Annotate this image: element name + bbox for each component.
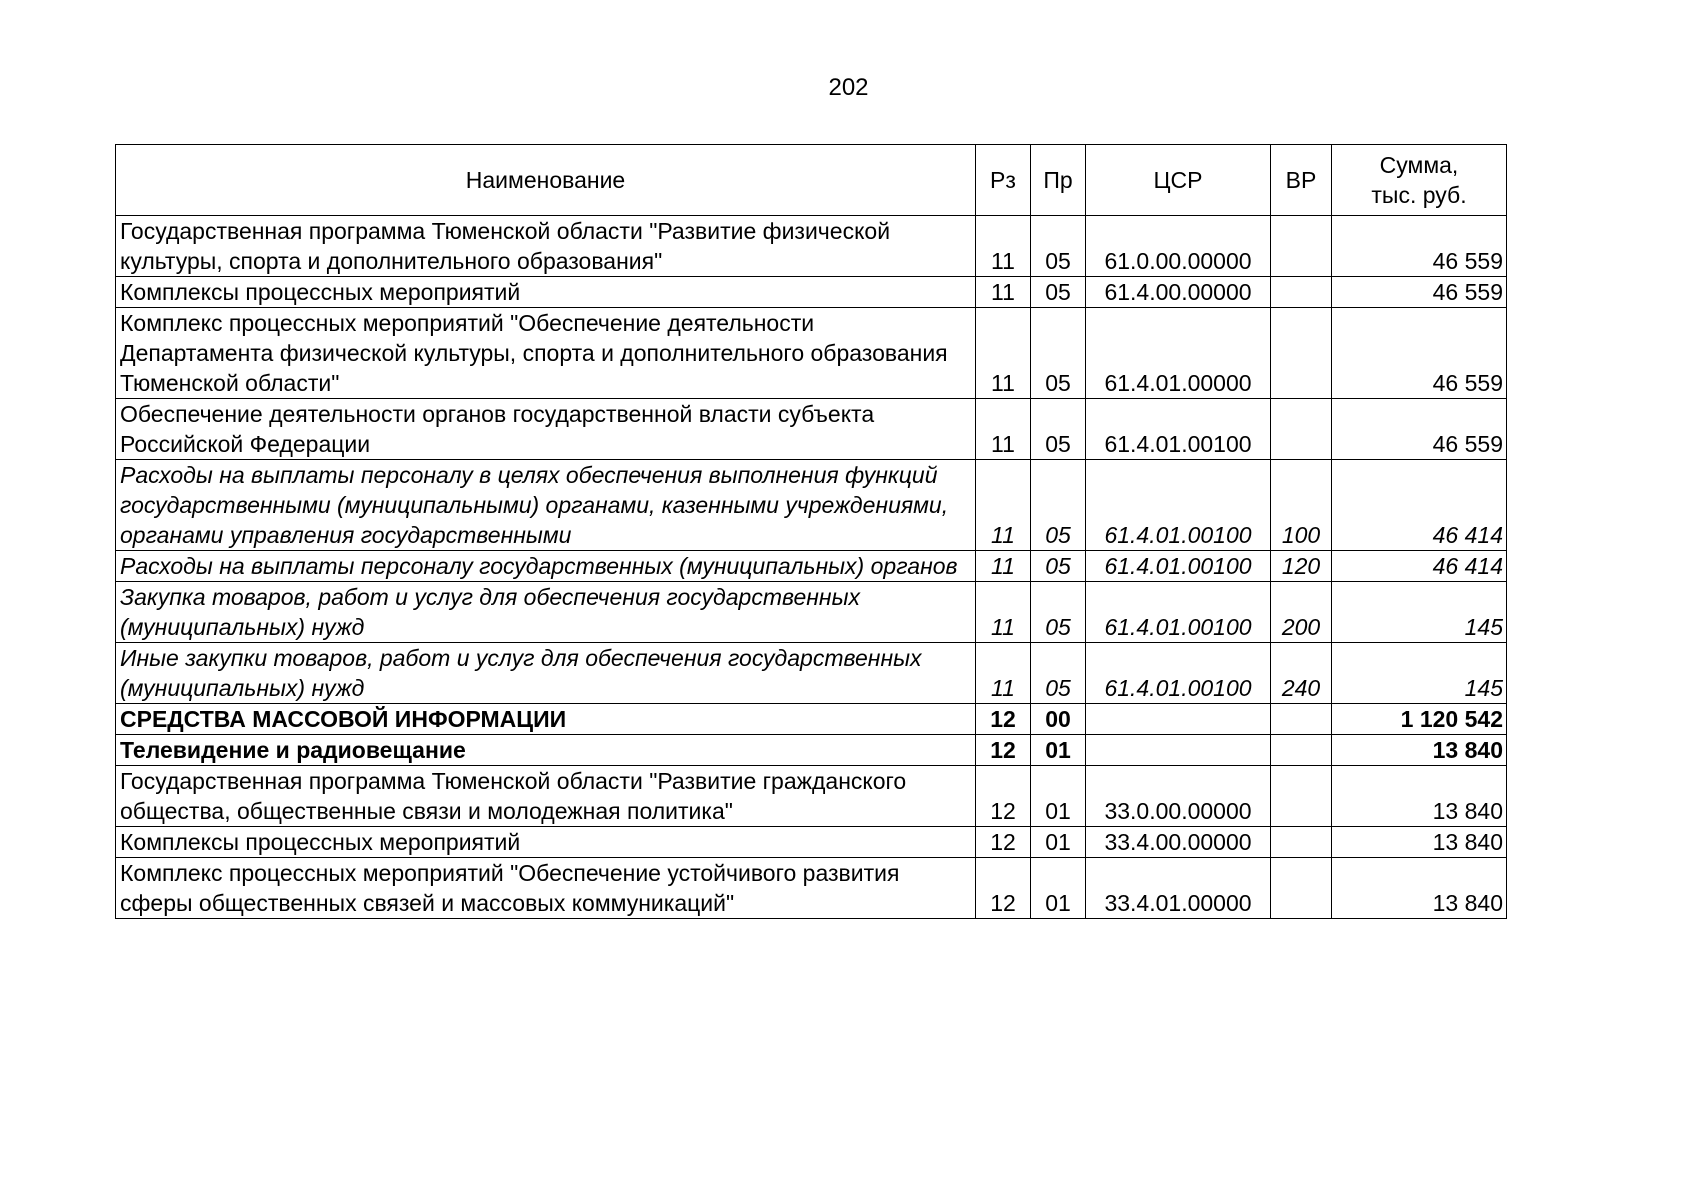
cell-rz: 12: [976, 766, 1031, 827]
table-body: [116, 216, 1507, 919]
table-row: [116, 704, 1507, 735]
cell-name: Телевидение и радиовещание: [116, 735, 976, 766]
header-csr: ЦСР: [1086, 145, 1271, 216]
cell-pr: 01: [1031, 766, 1086, 827]
cell-csr: 33.0.00.00000: [1086, 766, 1271, 827]
cell-sum: 46 559: [1332, 399, 1507, 460]
cell-sum: 13 840: [1332, 735, 1507, 766]
cell-pr: 01: [1031, 827, 1086, 858]
cell-vr: 240: [1271, 643, 1332, 704]
cell-sum: 46 414: [1332, 460, 1507, 551]
cell-rz: 12: [976, 735, 1031, 766]
cell-csr: 61.4.01.00000: [1086, 308, 1271, 399]
cell-pr: 05: [1031, 643, 1086, 704]
cell-rz: 11: [976, 277, 1031, 308]
cell-name: Комплексы процессных мероприятий: [116, 277, 976, 308]
cell-vr: [1271, 399, 1332, 460]
table-row: [116, 827, 1507, 858]
cell-csr: 61.4.00.00000: [1086, 277, 1271, 308]
cell-csr: 61.4.01.00100: [1086, 460, 1271, 551]
cell-vr: [1271, 277, 1332, 308]
table-row: [116, 643, 1507, 704]
cell-name: Расходы на выплаты персоналу в целях обеспечения выполнения функций государственными (муниципальными) органами, казенными учреждениями, органами управления государственными: [116, 460, 976, 551]
cell-sum: 46 559: [1332, 308, 1507, 399]
cell-csr: 33.4.00.00000: [1086, 827, 1271, 858]
cell-pr: 05: [1031, 399, 1086, 460]
cell-sum: 145: [1332, 582, 1507, 643]
cell-rz: 11: [976, 399, 1031, 460]
cell-pr: 05: [1031, 551, 1086, 582]
cell-name: Комплекс процессных мероприятий "Обеспечение деятельности Департамента физической культуры, спорта и дополнительного образования Тюменской области": [116, 308, 976, 399]
cell-rz: 11: [976, 308, 1031, 399]
cell-pr: 01: [1031, 858, 1086, 919]
table-row: [116, 582, 1507, 643]
table-header-row: [116, 145, 1507, 216]
header-sum-line1: Сумма,: [1379, 152, 1459, 178]
cell-sum: 13 840: [1332, 827, 1507, 858]
cell-csr: [1086, 704, 1271, 735]
budget-table: [115, 144, 1507, 919]
table-row: [116, 858, 1507, 919]
cell-sum: 46 559: [1332, 277, 1507, 308]
cell-vr: [1271, 858, 1332, 919]
cell-sum: 145: [1332, 643, 1507, 704]
cell-name: Комплексы процессных мероприятий: [116, 827, 976, 858]
cell-sum: 13 840: [1332, 858, 1507, 919]
cell-rz: 12: [976, 827, 1031, 858]
cell-rz: 11: [976, 216, 1031, 277]
cell-csr: [1086, 735, 1271, 766]
cell-name: Обеспечение деятельности органов государственной власти субъекта Российской Федерации: [116, 399, 976, 460]
cell-rz: 11: [976, 582, 1031, 643]
cell-vr: 120: [1271, 551, 1332, 582]
cell-pr: 05: [1031, 277, 1086, 308]
cell-pr: 05: [1031, 308, 1086, 399]
cell-csr: 61.4.01.00100: [1086, 582, 1271, 643]
header-pr: Пр: [1031, 145, 1086, 216]
header-sum-line2: тыс. руб.: [1371, 182, 1467, 208]
cell-csr: 61.4.01.00100: [1086, 399, 1271, 460]
cell-vr: [1271, 704, 1332, 735]
table-row: [116, 551, 1507, 582]
cell-csr: 61.0.00.00000: [1086, 216, 1271, 277]
header-name: Наименование: [116, 145, 976, 216]
cell-rz: 12: [976, 704, 1031, 735]
table-row: [116, 277, 1507, 308]
cell-sum: 1 120 542: [1332, 704, 1507, 735]
cell-pr: 05: [1031, 460, 1086, 551]
cell-vr: 100: [1271, 460, 1332, 551]
cell-pr: 05: [1031, 216, 1086, 277]
cell-vr: [1271, 827, 1332, 858]
table-row: [116, 216, 1507, 277]
cell-rz: 12: [976, 858, 1031, 919]
page-number: 202: [828, 74, 869, 101]
cell-vr: [1271, 735, 1332, 766]
cell-sum: 46 559: [1332, 216, 1507, 277]
cell-pr: 05: [1031, 582, 1086, 643]
cell-vr: [1271, 216, 1332, 277]
cell-csr: 33.4.01.00000: [1086, 858, 1271, 919]
cell-sum: 13 840: [1332, 766, 1507, 827]
cell-rz: 11: [976, 460, 1031, 551]
header-rz: Рз: [976, 145, 1031, 216]
cell-name: Закупка товаров, работ и услуг для обеспечения государственных (муниципальных) нужд: [116, 582, 976, 643]
table-row: [116, 460, 1507, 551]
cell-pr: 00: [1031, 704, 1086, 735]
cell-sum: 46 414: [1332, 551, 1507, 582]
cell-name: Расходы на выплаты персоналу государственных (муниципальных) органов: [116, 551, 976, 582]
table-row: [116, 308, 1507, 399]
cell-rz: 11: [976, 643, 1031, 704]
header-vr: ВР: [1271, 145, 1332, 216]
cell-name: Государственная программа Тюменской области "Развитие физической культуры, спорта и дополнительного образования": [116, 216, 976, 277]
cell-vr: [1271, 766, 1332, 827]
cell-name: Иные закупки товаров, работ и услуг для обеспечения государственных (муниципальных) нужд: [116, 643, 976, 704]
header-sum: [1332, 145, 1507, 216]
cell-csr: 61.4.01.00100: [1086, 643, 1271, 704]
table-row: [116, 735, 1507, 766]
table-row: [116, 766, 1507, 827]
cell-name: Комплекс процессных мероприятий "Обеспечение устойчивого развития сферы общественных связей и массовых коммуникаций": [116, 858, 976, 919]
cell-name: СРЕДСТВА МАССОВОЙ ИНФОРМАЦИИ: [116, 704, 976, 735]
cell-vr: 200: [1271, 582, 1332, 643]
table-row: [116, 399, 1507, 460]
cell-vr: [1271, 308, 1332, 399]
cell-csr: 61.4.01.00100: [1086, 551, 1271, 582]
cell-rz: 11: [976, 551, 1031, 582]
cell-pr: 01: [1031, 735, 1086, 766]
cell-name: Государственная программа Тюменской области "Развитие гражданского общества, общественные связи и молодежная политика": [116, 766, 976, 827]
